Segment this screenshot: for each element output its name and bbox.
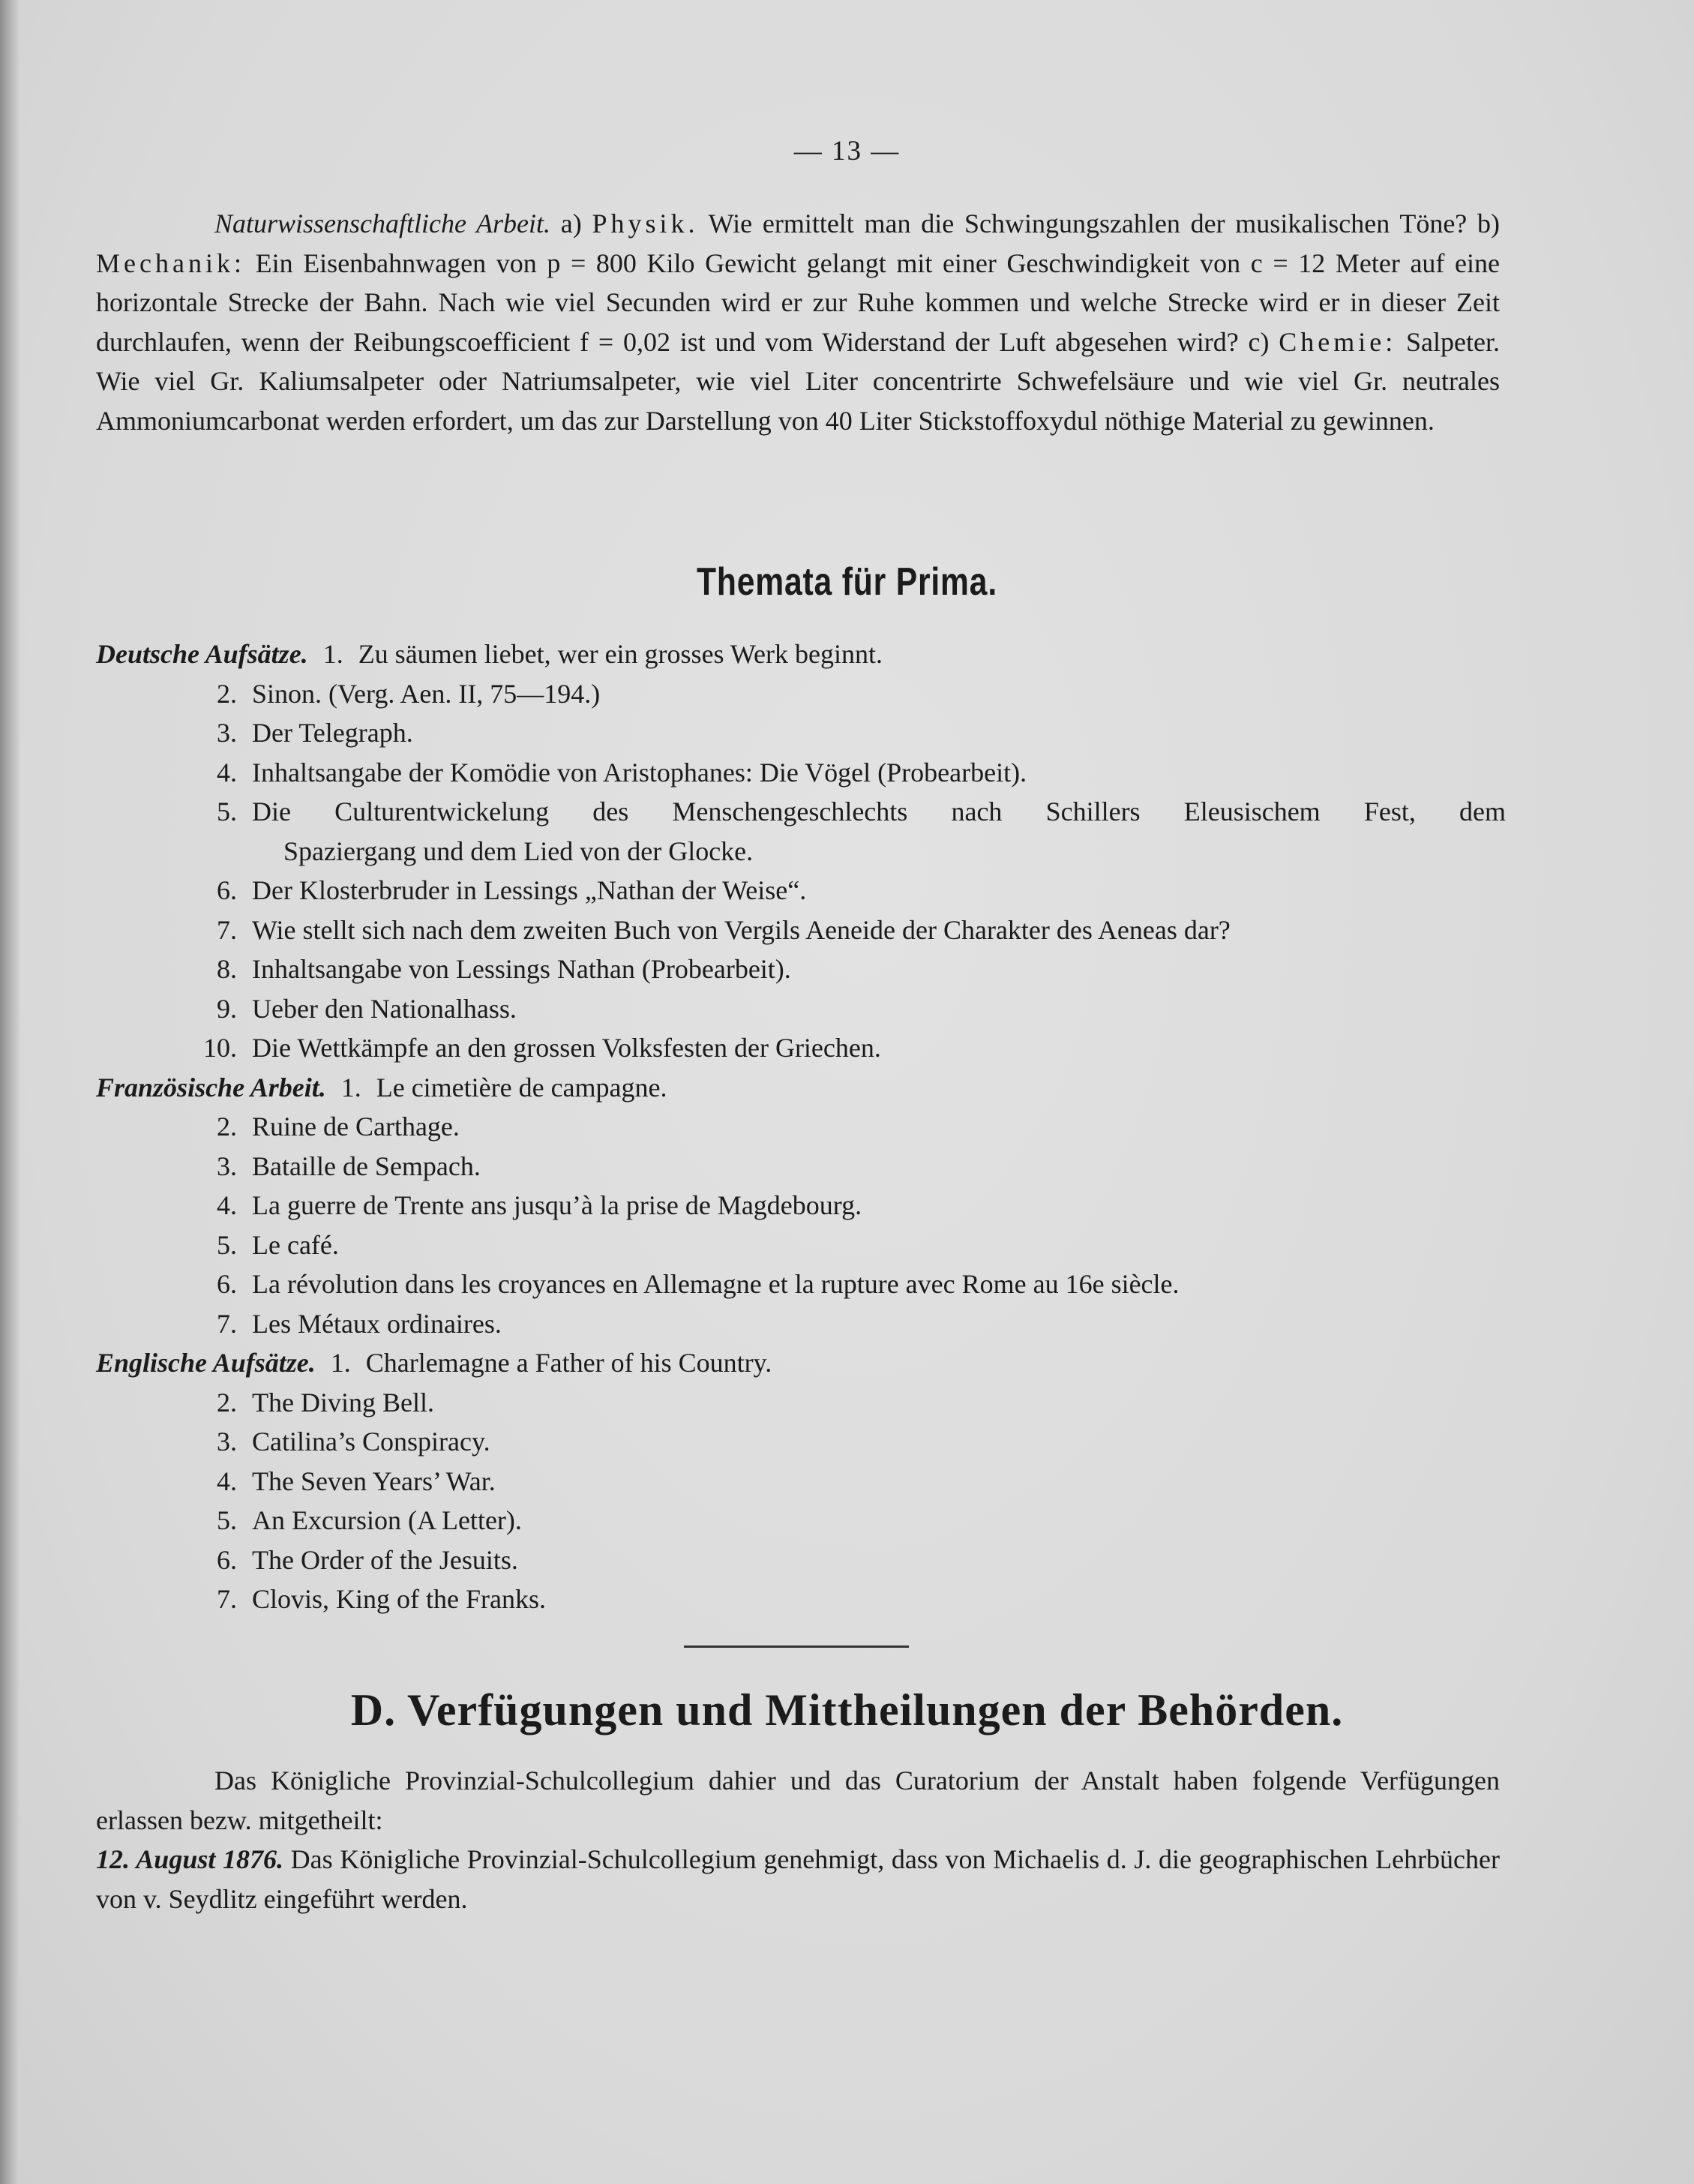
item-text: Der Telegraph. <box>252 718 413 748</box>
list-item <box>96 871 1506 910</box>
item-text: Zu säumen liebet, wer ein grosses Werk beginnt. <box>358 639 883 669</box>
item-text: Die Wettkämpfe an den grossen Volksfesten der Griechen. <box>252 1033 881 1063</box>
item-number: 7. <box>217 1308 237 1339</box>
item-number: 7. <box>217 914 237 945</box>
list-item <box>96 1343 1506 1383</box>
list-item <box>96 1264 1506 1304</box>
section-d-body <box>96 1761 1500 1918</box>
item-number: 10. <box>203 1033 237 1063</box>
franz-label: Französische Arbeit. <box>96 1072 326 1102</box>
list-item <box>96 1383 1506 1423</box>
list-item <box>96 1186 1506 1226</box>
item-number: 4. <box>217 1466 237 1496</box>
themes-list <box>96 634 1506 1619</box>
list-item <box>96 1501 1506 1540</box>
chemie-label: Chemie: <box>1279 326 1397 357</box>
list-item <box>96 1422 1506 1462</box>
list-item <box>96 950 1506 989</box>
item-text: Inhaltsangabe von Lessings Nathan (Probearbeit). <box>252 954 791 984</box>
item-number: 7. <box>217 1584 237 1614</box>
item-text: La révolution dans les croyances en Allemagne et la rupture avec Rome au 16e siècle. <box>252 1269 1180 1299</box>
list-item <box>96 1462 1506 1502</box>
section-d-title: D. Verfügungen und Mittheilungen der Behörden. <box>350 1685 1344 1735</box>
item-text: Ueber den Nationalhass. <box>252 993 517 1024</box>
list-item <box>96 1068 1506 1108</box>
item-number: 1. <box>330 1348 351 1378</box>
list-item <box>96 753 1506 793</box>
naturwiss-paragraph <box>96 204 1500 440</box>
item-number: 1. <box>322 639 343 669</box>
entry-date: 12. August 1876. <box>96 1844 283 1874</box>
list-item <box>96 1028 1506 1068</box>
item-text: Spaziergang und dem Lied von der Glocke. <box>283 836 754 866</box>
item-text: Ruine de Carthage. <box>252 1112 460 1142</box>
item-number: 4. <box>217 757 237 788</box>
item-number: 6. <box>217 1269 237 1299</box>
page-edge <box>0 0 19 2184</box>
item-number: 5. <box>217 796 237 826</box>
list-item <box>96 989 1506 1029</box>
entry-text: Das Königliche Provinzial-Schulcollegium genehmigt, dass von Michaelis d. J. die geographischen Lehrbücher von v. Seydlitz eingeführt werden. <box>96 1844 1500 1914</box>
item-number: 2. <box>217 678 237 709</box>
item-number: 5. <box>217 1229 237 1260</box>
list-item-continuation <box>96 832 1506 872</box>
item-text: Die Culturentwickelung des Menschengeschlechts nach Schillers Eleusischem Fest, dem <box>252 796 1506 826</box>
item-text: Le café. <box>252 1229 339 1260</box>
list-item <box>96 910 1506 950</box>
list-item <box>96 674 1506 714</box>
item-number: 1. <box>340 1072 361 1102</box>
page-number: — 13 — <box>793 136 901 166</box>
physik-label: Physik. <box>592 208 699 238</box>
section-title: Themata für Prima. <box>696 560 998 604</box>
list-item <box>96 713 1506 753</box>
item-text: An Excursion (A Letter). <box>252 1505 522 1535</box>
list-item <box>96 792 1506 832</box>
item-text: Bataille de Sempach. <box>252 1150 481 1181</box>
item-text: Inhaltsangabe der Komödie von Aristophanes: Die Vögel (Probearbeit). <box>252 757 1027 788</box>
item-text: The Diving Bell. <box>252 1387 434 1418</box>
item-number: 4. <box>217 1190 237 1220</box>
physik-question: Wie ermittelt man die Schwingungszahlen der musikalischen Töne? <box>708 208 1468 238</box>
item-number: 3. <box>217 718 237 748</box>
item-text: La guerre de Trente ans jusqu’à la prise de Magdebourg. <box>252 1190 862 1220</box>
item-text: Le cimetière de campagne. <box>376 1072 667 1102</box>
chemie-question: Salpeter. Wie viel Gr. Kaliumsalpeter oder Natriumsalpeter, wie viel Liter concentrirte Schwefelsäure und wie viel Gr. neutrales Ammoniumcarbonat werden erfordert, um das zur Darstellung von 40 Liter Stickstoffoxydul nöthige Material zu gewinnen. <box>96 326 1500 436</box>
item-text: Der Klosterbruder in Lessings „Nathan der Weise“. <box>252 875 807 905</box>
item-number: 5. <box>217 1505 237 1535</box>
item-text: Catilina’s Conspiracy. <box>252 1426 490 1456</box>
list-item <box>96 1540 1506 1580</box>
item-text: The Order of the Jesuits. <box>252 1544 518 1575</box>
item-text: Les Métaux ordinaires. <box>252 1308 502 1339</box>
naturwiss-label: Naturwissenschaftliche Arbeit. <box>214 208 551 238</box>
item-text: Wie stellt sich nach dem zweiten Buch von Vergils Aeneide der Charakter des Aeneas dar? <box>252 914 1231 945</box>
list-item <box>96 1147 1506 1186</box>
item-text: Sinon. (Verg. Aen. II, 75—194.) <box>252 678 601 709</box>
list-item <box>96 1580 1506 1619</box>
list-item <box>96 634 1506 674</box>
item-number: 2. <box>217 1387 237 1418</box>
item-number: 3. <box>217 1150 237 1181</box>
item-number: 6. <box>217 1544 237 1575</box>
mechanik-question: Ein Eisenbahnwagen von p = 800 Kilo Gewicht gelangt mit einer Geschwindigkeit von c = 12 Meter auf eine horizontale Strecke der Bahn. Nach wie viel Secunden wird er zur Ruhe kommen und welche Strecke wird er in dieser Zeit durchlaufen, wenn der Reibungscoefficient f = 0,02 ist und vom Widerstand der Luft abgesehen wird? <box>96 248 1500 357</box>
label-a: a) <box>560 208 582 238</box>
item-number: 2. <box>217 1112 237 1142</box>
item-number: 8. <box>217 954 237 984</box>
section-d-intro: Das Königliche Provinzial-Schulcollegium dahier und das Curatorium der Anstalt haben folgende Verfügungen erlassen bezw. mitgetheilt: <box>96 1766 1500 1835</box>
item-text: Clovis, King of the Franks. <box>252 1584 546 1614</box>
list-item <box>96 1304 1506 1344</box>
list-item <box>96 1107 1506 1147</box>
list-item <box>96 1226 1506 1265</box>
item-number: 9. <box>217 993 237 1024</box>
label-b: b) <box>1477 208 1501 238</box>
label-c: c) <box>1248 326 1270 357</box>
section-divider <box>684 1646 909 1648</box>
englisch-label: Englische Aufsätze. <box>96 1348 316 1378</box>
item-number: 6. <box>217 875 237 905</box>
item-text: The Seven Years’ War. <box>252 1466 496 1496</box>
mechanik-label: Mechanik: <box>96 248 245 278</box>
deutsch-label: Deutsche Aufsätze. <box>96 639 308 669</box>
item-number: 3. <box>217 1426 237 1456</box>
item-text: Charlemagne a Father of his Country. <box>365 1348 772 1378</box>
